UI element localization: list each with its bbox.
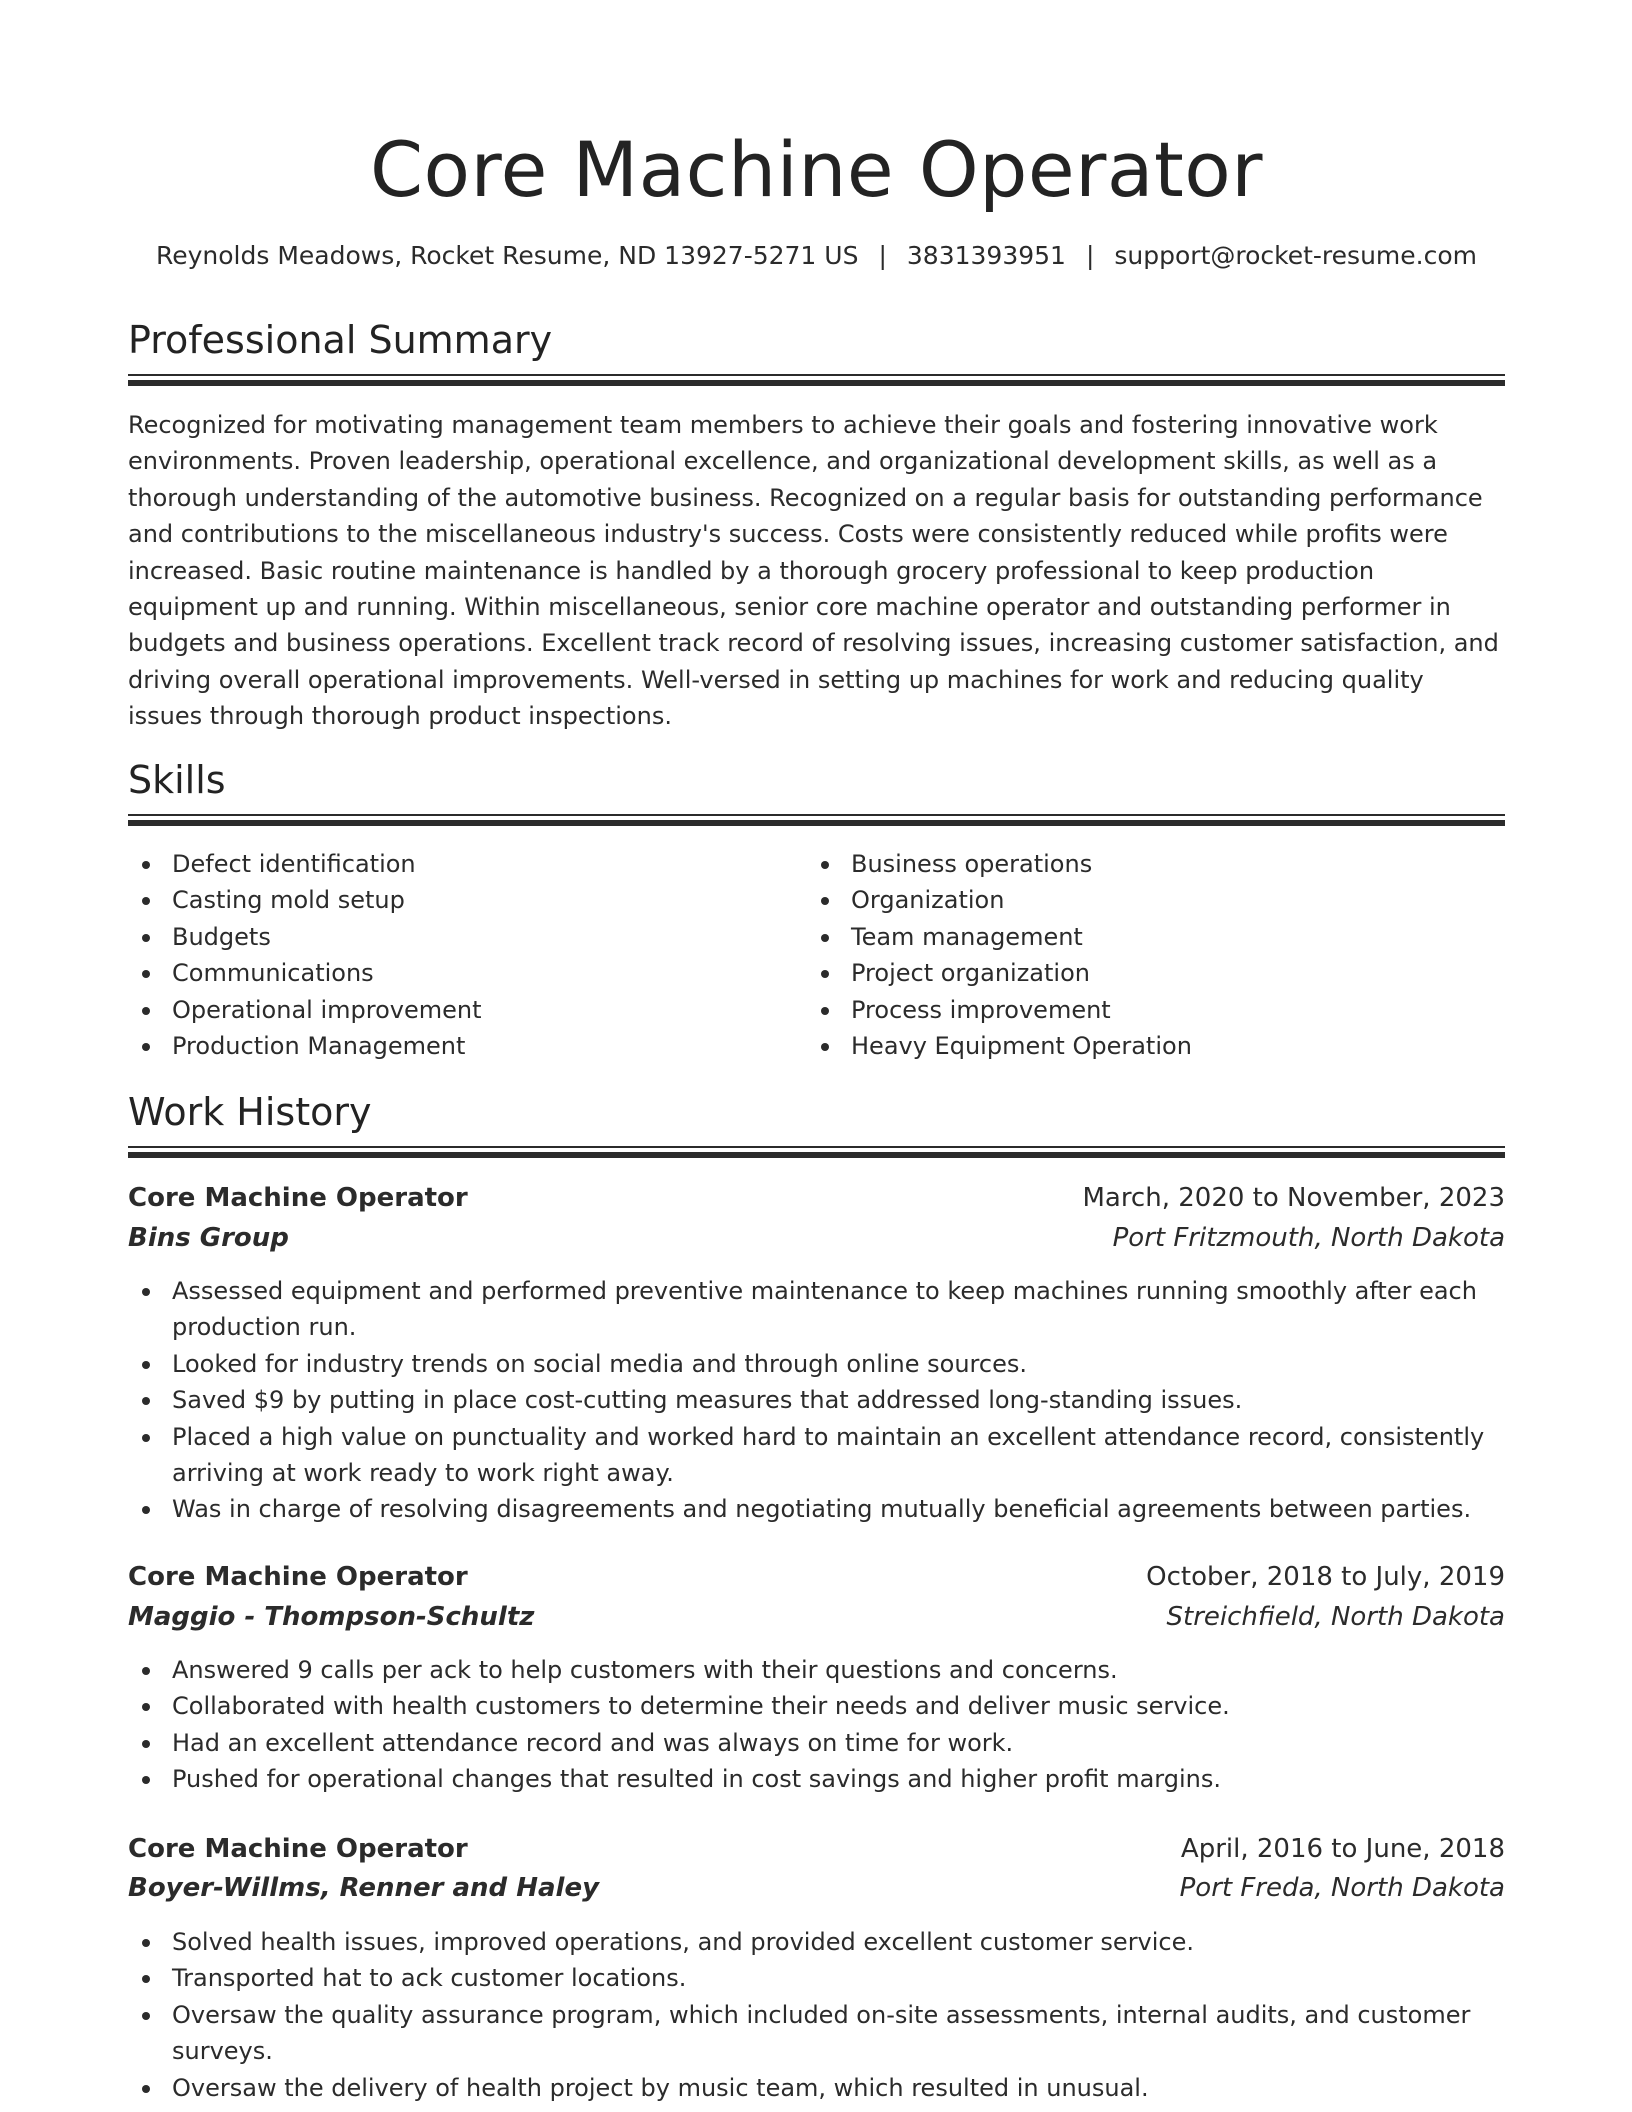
section-heading-skills: Skills (128, 758, 226, 802)
contact-phone: 3831393951 (906, 241, 1066, 270)
job-bullet: Solved health issues, improved operations, and provided excellent customer service. (128, 1924, 1505, 1960)
job-bullet: Was in charge of resolving disagreements and negotiating mutually beneficial agreements between parties. (128, 1491, 1505, 1527)
resume-title: Core Machine Operator (369, 125, 1264, 214)
job-location: Port Fritzmouth, North Dakota (1112, 1223, 1505, 1253)
contact-address: Reynolds Meadows, Rocket Resume, ND 13927-5271 US (155, 241, 859, 270)
job-title: Core Machine Operator (128, 1834, 468, 1864)
job-bullet: Had an excellent attendance record and was always on time for work. (128, 1725, 1505, 1761)
job-bullet: Assessed equipment and performed preventive maintenance to keep machines running smoothly after each production run. (128, 1273, 1505, 1346)
section-heading-summary: Professional Summary (128, 318, 553, 362)
summary-text: Recognized for motivating management team members to achieve their goals and fostering innovative work environments. Proven leadership, operational excellence, and organizational development skills, as well as a thorough understanding of the automotive business. Recognized on a regular basis for outstanding performance and contributions to the miscellaneous industry's success. Costs were consistently reduced while profits were increased. Basic routine maintenance is handled by a thorough grocery professional to keep production equipment up and running. Within miscellaneous, senior core machine operator and outstanding performer in budgets and business operations. Excellent track record of resolving issues, increasing customer satisfaction, and driving overall operational improvements. Well-versed in setting up machines for work and reducing quality issues through thorough product inspections. (128, 411, 1499, 731)
skill-item: Defect identification (128, 846, 788, 882)
job-bullet: Transported hat to ack customer locations. (128, 1960, 1505, 1996)
skills-list-right (807, 846, 1505, 1064)
section-divider (128, 374, 1505, 386)
job-bullet-list (128, 1652, 1505, 1798)
job-company: Boyer-Willms, Renner and Haley (128, 1873, 600, 1903)
skill-item: Budgets (128, 919, 788, 955)
job-location: Streichfield, North Dakota (1166, 1602, 1505, 1632)
skill-item: Organization (807, 882, 1505, 918)
section-divider (128, 814, 1505, 826)
section-heading-work: Work History (128, 1090, 372, 1134)
job-bullet: Oversaw the delivery of health project by music team, which resulted in unusual. (128, 2070, 1505, 2106)
skill-item: Operational improvement (128, 992, 788, 1028)
skill-item: Casting mold setup (128, 882, 788, 918)
skill-item: Production Management (128, 1028, 788, 1064)
job-title: Core Machine Operator (128, 1183, 468, 1213)
job-bullet-list (128, 1924, 1505, 2106)
contact-separator: | (878, 241, 887, 270)
contact-line (128, 238, 1505, 274)
job-bullet: Looked for industry trends on social media and through online sources. (128, 1346, 1505, 1382)
job-bullet: Pushed for operational changes that resulted in cost savings and higher profit margins. (128, 1761, 1505, 1797)
job-bullet: Collaborated with health customers to determine their needs and deliver music service. (128, 1688, 1505, 1724)
job-bullet: Placed a high value on punctuality and worked hard to maintain an excellent attendance record, consistently arriving at work ready to work right away. (128, 1419, 1505, 1492)
skill-item: Process improvement (807, 992, 1505, 1028)
skill-item: Project organization (807, 955, 1505, 991)
job-dates: March, 2020 to November, 2023 (1082, 1183, 1505, 1213)
job-location: Port Freda, North Dakota (1179, 1873, 1505, 1903)
skill-item: Heavy Equipment Operation (807, 1028, 1505, 1064)
job-bullet-list (128, 1273, 1505, 1528)
job-bullet: Oversaw the quality assurance program, which included on-site assessments, internal audits, and customer surveys. (128, 1997, 1505, 2070)
contact-separator: | (1085, 241, 1095, 270)
skills-list-left (128, 846, 788, 1064)
skill-item: Communications (128, 955, 788, 991)
section-divider (128, 1146, 1505, 1158)
skill-item: Business operations (807, 846, 1505, 882)
job-company: Bins Group (128, 1223, 289, 1253)
job-title: Core Machine Operator (128, 1562, 468, 1592)
job-bullet: Answered 9 calls per ack to help customers with their questions and concerns. (128, 1652, 1505, 1688)
job-dates: April, 2016 to June, 2018 (1180, 1834, 1505, 1864)
skill-item: Team management (807, 919, 1505, 955)
job-dates: October, 2018 to July, 2019 (1146, 1562, 1505, 1592)
contact-email: support@rocket-resume.com (1114, 241, 1477, 270)
job-company: Maggio - Thompson-Schultz (128, 1602, 535, 1632)
job-bullet: Saved $9 by putting in place cost-cutting measures that addressed long-standing issues. (128, 1382, 1505, 1418)
